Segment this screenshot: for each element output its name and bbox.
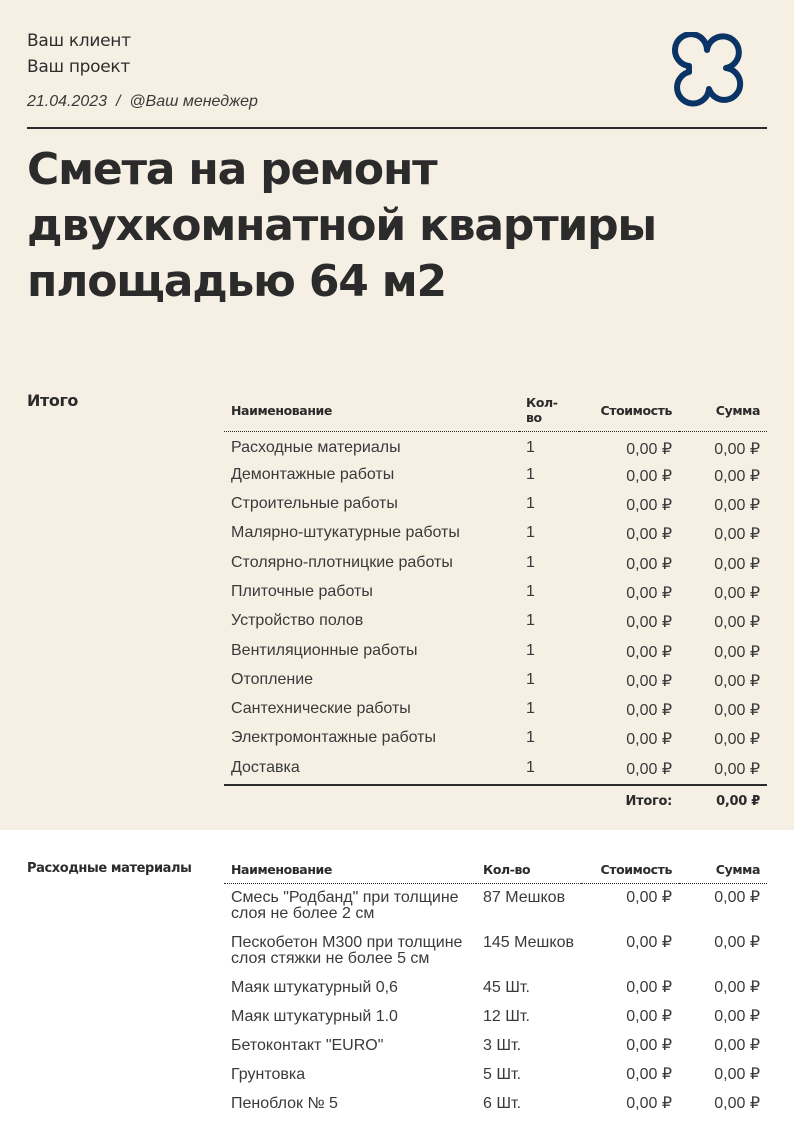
- row-sum: 0,00 ₽: [714, 467, 760, 485]
- row-name: Бетоконтакт "EURO": [231, 1036, 384, 1054]
- table-row: [224, 549, 767, 578]
- table-row: [224, 1032, 767, 1061]
- row-qty: 6 Шт.: [483, 1094, 522, 1112]
- row-qty: 1: [526, 612, 535, 630]
- row-name: Маяк штукатурный 0,6: [231, 978, 398, 996]
- row-name: Пеноблок № 5: [231, 1094, 338, 1112]
- table-row: [224, 754, 767, 785]
- row-sum: 0,00 ₽: [714, 978, 760, 996]
- table-row: [224, 637, 767, 666]
- row-sum: 0,00 ₽: [714, 1065, 760, 1083]
- row-sum: 0,00 ₽: [714, 526, 760, 544]
- header-divider: [27, 127, 767, 129]
- row-qty: 1: [526, 670, 535, 688]
- col-qty-header: Кол-во: [476, 862, 581, 884]
- row-qty: 12 Шт.: [483, 1007, 530, 1025]
- row-sum: 0,00 ₽: [714, 933, 760, 951]
- col-price-header: Стоимость: [579, 395, 679, 432]
- table-row: [224, 607, 767, 636]
- table-row: [224, 695, 767, 724]
- row-sum: 0,00 ₽: [714, 889, 760, 906]
- row-price: 0,00 ₽: [626, 526, 672, 544]
- row-name: Столярно-плотницкие работы: [231, 553, 453, 571]
- row-qty: 1: [526, 641, 535, 659]
- row-name: Строительные работы: [231, 495, 398, 513]
- col-name-header: Наименование: [224, 862, 476, 884]
- row-name: Смесь "Родбанд" при толщине слоя не более 2 см: [231, 889, 459, 922]
- client-name: Ваш клиент: [27, 31, 131, 51]
- row-qty: 3 Шт.: [483, 1036, 522, 1054]
- row-qty: 1: [526, 700, 535, 718]
- row-sum: 0,00 ₽: [714, 1036, 760, 1054]
- summary-table: [224, 395, 767, 814]
- row-price: 0,00 ₽: [626, 731, 672, 749]
- row-sum: 0,00 ₽: [714, 614, 760, 632]
- row-name: Устройство полов: [231, 612, 364, 630]
- table-row: [224, 1090, 767, 1119]
- row-qty: 1: [526, 465, 535, 483]
- page-title: Смета на ремонт двухкомнатной квартиры площадью 64 м2: [27, 144, 656, 307]
- table-row: [224, 578, 767, 607]
- row-qty: 1: [519, 754, 579, 785]
- row-sum: 0,00 ₽: [714, 555, 760, 573]
- col-sum-header: Сумма: [679, 862, 767, 884]
- col-qty-header: Кол-во: [519, 395, 579, 432]
- total-row: [224, 785, 767, 814]
- row-price: 0,00 ₽: [626, 889, 672, 906]
- row-qty: 1: [526, 495, 535, 513]
- table-row: [224, 666, 767, 695]
- row-name: Сантехнические работы: [231, 700, 411, 718]
- materials-section-label: Расходные материалы: [27, 861, 192, 876]
- total-value: 0,00 ₽: [716, 793, 760, 809]
- row-name: Расходные материалы: [231, 439, 401, 456]
- table-row: [224, 432, 767, 461]
- summary-section-label: Итого: [27, 391, 79, 410]
- document-date: 21.04.2023: [27, 93, 108, 110]
- row-price: 0,00 ₽: [626, 497, 672, 515]
- row-qty: 1: [526, 439, 535, 456]
- row-qty: 45 Шт.: [483, 978, 530, 996]
- project-name: Ваш проект: [27, 57, 130, 77]
- row-name: Маяк штукатурный 1.0: [231, 1007, 398, 1025]
- row-qty: 145 Мешков: [483, 933, 574, 951]
- row-sum: 0,00 ₽: [714, 702, 760, 720]
- row-qty: 1: [526, 553, 535, 571]
- row-price: 0,00 ₽: [626, 933, 672, 951]
- table-row: [224, 1003, 767, 1032]
- row-price: 0,00 ₽: [626, 643, 672, 661]
- row-sum: 0,00 ₽: [679, 754, 767, 785]
- meta-line: [27, 93, 258, 111]
- row-price: 0,00 ₽: [626, 1094, 672, 1112]
- row-qty: 1: [526, 582, 535, 600]
- row-price: 0,00 ₽: [626, 555, 672, 573]
- row-price: 0,00 ₽: [626, 978, 672, 996]
- table-row: [224, 519, 767, 548]
- row-sum: 0,00 ₽: [714, 584, 760, 602]
- row-price: 0,00 ₽: [626, 584, 672, 602]
- clover-logo-icon: [671, 32, 747, 108]
- row-name: Пескобетон М300 при толщине слоя стяжки не более 5 см: [231, 933, 463, 967]
- table-row: [224, 724, 767, 753]
- row-sum: 0,00 ₽: [714, 643, 760, 661]
- row-sum: 0,00 ₽: [714, 672, 760, 690]
- row-qty: 5 Шт.: [483, 1065, 522, 1083]
- row-sum: 0,00 ₽: [714, 441, 760, 458]
- row-name: Электромонтажные работы: [231, 729, 437, 747]
- row-price: 0,00 ₽: [626, 672, 672, 690]
- row-name: Вентиляционные работы: [231, 641, 418, 659]
- materials-header-row: [224, 862, 767, 884]
- table-row: [224, 461, 767, 490]
- row-price: 0,00 ₽: [579, 754, 679, 785]
- row-qty: 87 Мешков: [483, 889, 566, 906]
- row-price: 0,00 ₽: [626, 441, 672, 458]
- row-price: 0,00 ₽: [626, 1007, 672, 1025]
- col-price-header: Стоимость: [581, 862, 679, 884]
- total-label: Итого:: [625, 793, 672, 809]
- col-name-header: Наименование: [224, 395, 519, 432]
- table-row: [224, 884, 767, 929]
- row-price: 0,00 ₽: [626, 1036, 672, 1054]
- meta-separator: /: [115, 93, 121, 110]
- col-sum-header: Сумма: [679, 395, 767, 432]
- row-sum: 0,00 ₽: [714, 731, 760, 749]
- row-name: Отопление: [231, 670, 314, 688]
- client-block: [27, 28, 131, 80]
- row-price: 0,00 ₽: [626, 1065, 672, 1083]
- row-qty: 1: [526, 524, 535, 542]
- table-row: [224, 974, 767, 1003]
- table-row: [224, 929, 767, 974]
- row-name: Демонтажные работы: [231, 465, 395, 483]
- row-sum: 0,00 ₽: [714, 1007, 760, 1025]
- row-name: Плиточные работы: [231, 582, 373, 600]
- row-name: Доставка: [224, 754, 519, 785]
- summary-header-row: [224, 395, 767, 432]
- materials-table: [224, 862, 767, 1119]
- row-price: 0,00 ₽: [626, 467, 672, 485]
- row-price: 0,00 ₽: [626, 702, 672, 720]
- row-qty: 1: [526, 729, 535, 747]
- row-sum: 0,00 ₽: [714, 497, 760, 515]
- row-name: Малярно-штукатурные работы: [231, 524, 460, 542]
- row-price: 0,00 ₽: [626, 614, 672, 632]
- manager-name: @Ваш менеджер: [129, 93, 258, 110]
- row-name: Грунтовка: [231, 1065, 306, 1083]
- table-row: [224, 490, 767, 519]
- row-sum: 0,00 ₽: [714, 1094, 760, 1112]
- table-row: [224, 1061, 767, 1090]
